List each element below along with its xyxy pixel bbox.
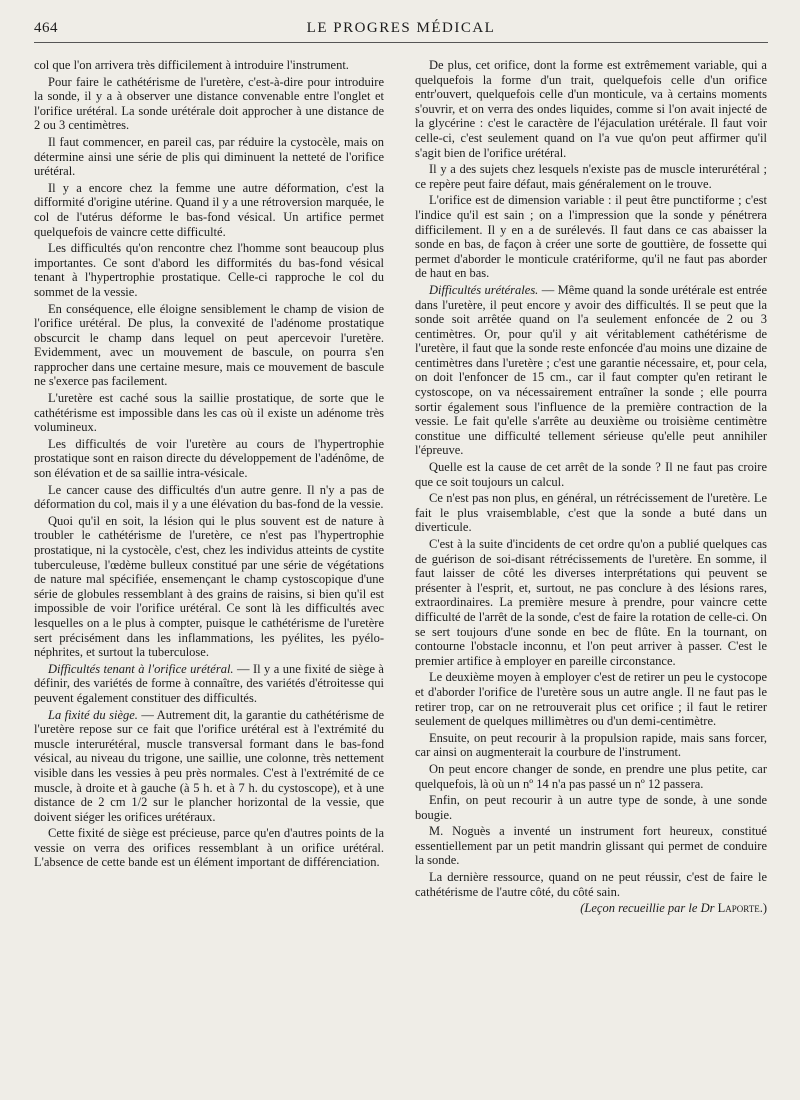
paragraph: [415, 162, 767, 191]
paragraph-text: La dernière ressource, quand on ne peut réussir, c'est de faire le cathétérisme de l'autre côté, du côté sain.: [415, 870, 767, 899]
paragraph-text: — Autrement dit, la garantie du cathétérisme de l'uretère repose sur ce fait que l'orifice urétéral est à l'extrémité du muscle interurétéral, muscle transversal formant dans le bas-fond vésical, au niveau du trigone, une saillie, une colonne, très nettement visible dans les vessies à peu près normales. C'est à l'extrémité de ce muscle, à droite et à gauche (à 5 h. et à 7 h. du cystoscope), et à une distance de 2 cm 1/2 sur le plancher horizontal de la vessie, que doivent siéger les orifices urétéraux.: [34, 707, 384, 824]
paragraph-text: L'orifice est de dimension variable : il peut être punctiforme ; c'est l'indice qu'il est sain ; on a l'impression que la sonde y pénétrera difficilement. Il y en a de surélevés. Il faut dans ce cas abaisser la sonde en bas, de façon à créer une sorte de gouttière, de fossette qui permet d'aborder le monticule cratériforme, qu'il ne faut pas aborder de haut en bas.: [415, 193, 767, 281]
paragraph-text: Les difficultés de voir l'uretère au cours de l'hypertrophie prostatique sont en raison directe du développement de l'adénôme, de son élévation et de sa saillie intra-vésicale.: [34, 436, 384, 481]
paragraph-text: Le deuxième moyen à employer c'est de retirer un peu le cystocope et d'aborder l'orifice de l'uretère sous un autre angle. Il ne faut pas le retirer trop, car on ne retrouverait plus cet orifice ; il faut le retirer seulement de quelques millimètres ou d'un demi-centimètre.: [415, 670, 767, 729]
paragraph-text: col que l'on arrivera très difficilement à introduire l'instrument.: [34, 58, 349, 72]
paragraph-text: — Il y a une fixité de siège à définir, des variétés de forme à connaître, des variétés d'étroitesse qui peuvent également constituer des difficultés.: [34, 661, 384, 705]
paragraph: [415, 762, 767, 791]
paragraph: [34, 391, 384, 435]
paragraph: [415, 793, 767, 822]
left-text-column: [34, 58, 384, 872]
paragraph-text: L'uretère est caché sous la saillie prostatique, de sorte que le cathétérisme est impossible dans les cas où il existe un adénome très volumineux.: [34, 391, 384, 435]
journal-title: LE PROGRES MÉDICAL: [306, 20, 496, 36]
paragraph: [415, 670, 767, 728]
paragraph-text: M. Noguès a inventé un instrument fort heureux, constitué essentiellement par un petit mandrin glissant qui permet de conduire la sonde.: [415, 824, 767, 868]
paragraph-text: Le cancer cause des difficultés d'un autre genre. Il n'y a pas de déformation du col, mais il y a une élévation du bas-fond de la vessie.: [34, 482, 384, 512]
paragraph-text: Les difficultés qu'on rencontre chez l'homme sont beaucoup plus importantes. Ce sont d'abord les difformités du bas-fond vésical tenant à l'hypertrophie prostatique. Celle-ci rapproche le col du sommet de la vessie.: [34, 241, 384, 299]
paragraph: [415, 460, 767, 489]
paragraph-text: Cette fixité de siège est précieuse, parce qu'en d'autres points de la vessie on verra des orifices ressemblant à un orifice urétéral. L'absence de cette bande est un élément important de différenciation.: [34, 826, 384, 870]
paragraph-text: Il y a encore chez la femme une autre déformation, c'est la difformité d'origine utérine. Quand il y a une rétroversion marquée, le col de l'utérus déforme le bas-fond vésical. Un artifice permet quelquefois de vaincre cette difficulté.: [34, 180, 384, 239]
paragraph: [415, 870, 767, 899]
paragraph: [34, 135, 384, 179]
paragraph-text: Pour faire le cathétérisme de l'uretère, c'est-à-dire pour introduire la sonde, il y a à observer une distance convenable entre l'onglet et l'orifice urétéral. La sonde urétérale doit approcher à une distance de 2 ou 3 centimètres.: [34, 74, 384, 133]
paragraph: [34, 58, 384, 73]
paragraph: [34, 181, 384, 239]
paragraph-text: On peut encore changer de sonde, en prendre une plus petite, car quelquefois, là où un nº 14 n'a pas passé un nº 12 passera.: [415, 761, 767, 791]
paragraph-text: Ce n'est pas non plus, en général, un rétrécissement de l'uretère. Le fait le plus vraisemblable, c'est que la sonde a buté dans un diverticule.: [415, 491, 767, 535]
paragraph-text: En conséquence, elle éloigne sensiblement le champ de vision de l'orifice urétéral. De plus, la convexité de l'adénome prostatique obscurcit le champ dans lequel on peut apercevoir l'uretère. Evidemment, avec un mouvement de bascule, on pourra s'en rapprocher dans une certaine mesure, mais ce mouvement de bascule ne s'exerce pas facilement.: [34, 301, 384, 389]
section-lead: La fixité du siège.: [48, 707, 138, 722]
paragraph: [415, 58, 767, 160]
paragraph-text: Ensuite, on peut recourir à la propulsion rapide, mais sans forcer, car ainsi on augmenterait la courbure de l'instrument.: [415, 730, 767, 760]
author-credit: [415, 901, 767, 916]
paragraph: [34, 302, 384, 390]
paragraph-text: — Même quand la sonde urétérale est entrée dans l'uretère, il peut encore y avoir des difficultés. Il se peut que la sonde soit arrêtée quand on l'a seulement enfoncée de 2 ou 3 centimètres. Or, pour qu'il y ait véritablement cathétérisme de l'uretère, il faut que la sonde reste enfoncée d'au moins une dizaine de centimètres dans l'uretère ; c'est une garantie nécessaire, et, pour cela, on doit l'enfoncer de 15 cm., car il faut compter qu'en retirant le cystoscope, on va nécessairement entraîner la sonde ; elle pourra sortir également sous l'influence de la première contraction de la vessie. Le fait qu'elle s'arrête au deuxième ou troisième centimètre constitue une difficulté tellement sérieuse qu'elle peut annihiler l'épreuve.: [415, 282, 767, 458]
credit-suffix: .): [759, 901, 767, 916]
paragraph: [415, 491, 767, 535]
credit-name: Laporte: [717, 901, 760, 916]
paragraph: [34, 826, 384, 870]
paragraph: [34, 708, 384, 825]
paragraph-text: Il faut commencer, en pareil cas, par réduire la cystocèle, mais on détermine ainsi une série de plis qui diminuent la netteté de l'orifice urétéral.: [34, 134, 384, 179]
paragraph: [34, 514, 384, 660]
paragraph: [34, 483, 384, 512]
paragraph: [415, 731, 767, 760]
section-lead: Difficultés urétérales.: [429, 282, 539, 297]
paragraph: [415, 193, 767, 281]
paragraph: [415, 824, 767, 868]
paragraph: [34, 437, 384, 481]
paragraph-text: C'est à la suite d'incidents de cet ordre qu'on a publié quelques cas de guérison de soi-disant rétrécissements de l'uretère. En somme, il faut laisser de côté les diverses interprétations qui peuvent se présenter à l'esprit, et, surtout, ne pas conclure à des lésions rares, extraordinaires. La première mesure à prendre, pour vaincre cette difficulté de l'arrêt de la sonde, c'est de faire la rotation de celle-ci. On se sert toujours d'une sonde en bec de flûte. En la tournant, on contourne l'obstacle inconnu, et l'on peut arriver à passer. C'est le premier artifice à employer en pareille circonstance.: [415, 537, 767, 668]
paragraph-text: Quelle est la cause de cet arrêt de la sonde ? Il ne faut pas croire que ce soit toujours un calcul.: [415, 460, 767, 489]
page-header: [34, 20, 768, 43]
paragraph: [34, 662, 384, 706]
section-lead: Difficultés tenant à l'orifice urétéral.: [48, 661, 234, 676]
paragraph: [415, 537, 767, 668]
paragraph: [415, 283, 767, 458]
paragraph-text: Il y a des sujets chez lesquels n'existe pas de muscle interurétéral ; ce repère peut faire défaut, mais généralement on le trouve.: [415, 162, 767, 191]
paragraph: [34, 241, 384, 299]
right-text-column: [415, 58, 767, 918]
page-number: 464: [34, 20, 58, 36]
paragraph-text: Quoi qu'il en soit, la lésion qui le plus souvent est de nature à troubler le cathétérisme de l'uretère, ce n'est pas l'hypertrophie prostatique, ni la cystocèle, c'est, chez les individus atteints de cystite tuberculeuse, l'œdème bulleux constitué par une série de végétations de nature mal spécifiée, ensemençant le champ cystoscopique d'une série de globules ressemblant à des grains de raisins, si bien qu'il est impossible de voir l'orifice urétéral. Ce sont là les difficultés avec lesquelles on a le plus à compter, puisque le cathétérisme de l'uretère sert précisément dans les inflammations, les pyélites, les pyélo-néphrites, et surtout la tuberculose.: [34, 513, 384, 660]
paragraph-text: De plus, cet orifice, dont la forme est extrêmement variable, qui a quelquefois la forme d'un trait, quelquefois celle d'un orifice entr'ouvert, quelquefois celle d'un monticule, va à certains moments s'ouvrir, et on verra des ondes liquides, comme si l'on avait injecté de la glycérine : c'est le caractère de l'éjaculation urétérale. Il faut voir celle-ci, c'est seulement quand on l'a vue qu'on peut affirmer qu'il s'agit bien de l'orifice urétéral.: [415, 58, 767, 160]
paragraph-text: Enfin, on peut recourir à un autre type de sonde, à une sonde bougie.: [415, 793, 767, 822]
credit-prefix: (Leçon recueillie par le Dr: [580, 901, 718, 916]
paragraph: [34, 75, 384, 133]
